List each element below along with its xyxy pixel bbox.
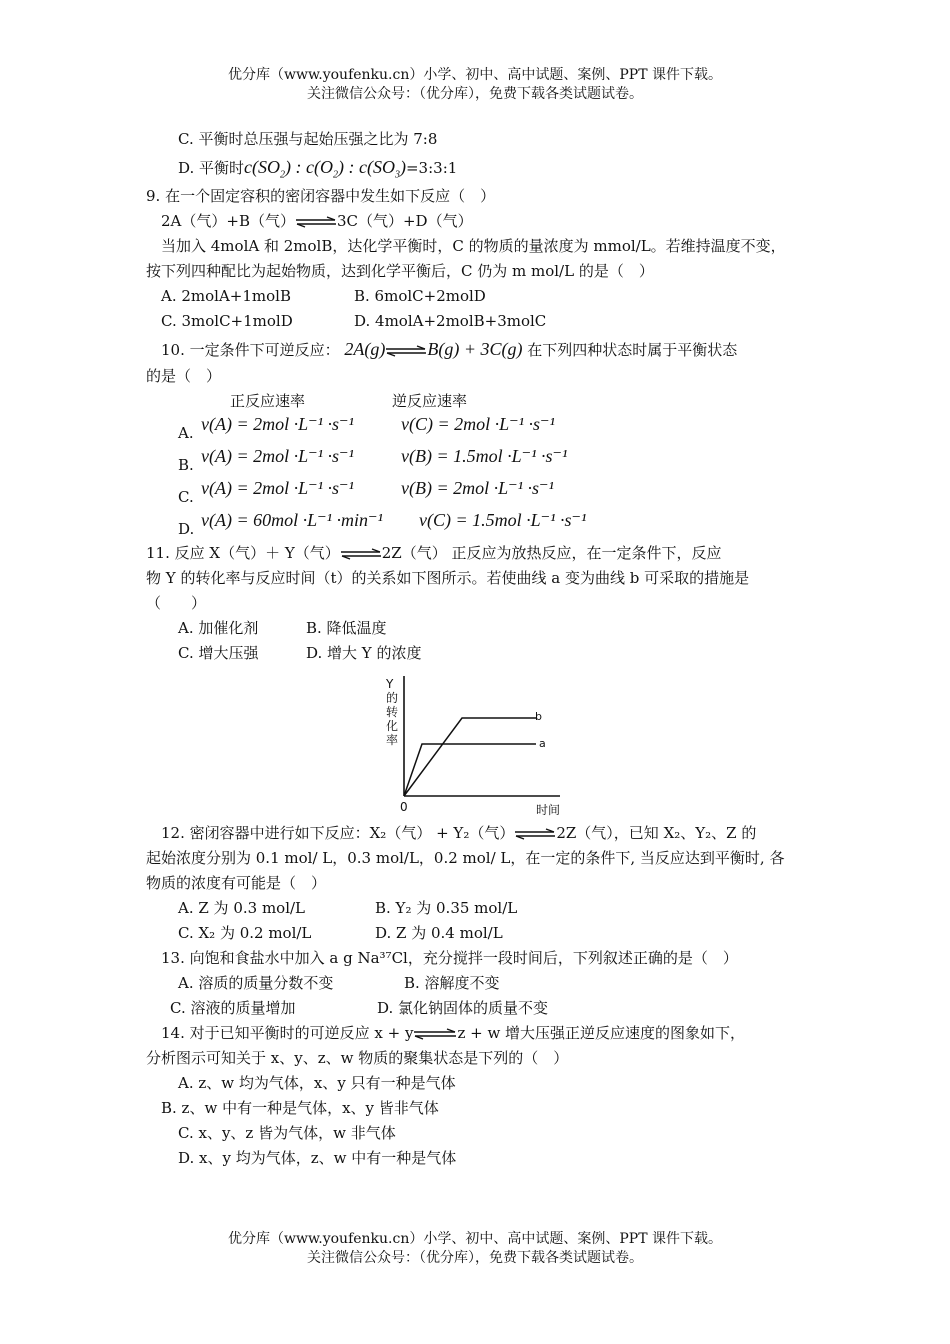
q12-option-a: A. Z 为 0.3 mol/L xyxy=(178,899,306,917)
equilibrium-arrow-icon xyxy=(413,1028,457,1040)
q10-option-a-reverse: v(C) = 2mol ·L⁻¹ ·s⁻¹ xyxy=(401,414,555,434)
q10-col-reverse: 逆反应速率 xyxy=(392,392,468,410)
q10-option-a-forward: v(A) = 2mol ·L⁻¹ ·s⁻¹ xyxy=(201,414,354,434)
graph-ylabel-5: 率 xyxy=(386,733,399,747)
q9-line1: 当加入 4molA 和 2molB，达化学平衡时，C 的物质的量浓度为 mmol/L。若维持温度不变， xyxy=(161,237,786,255)
footer-line2: 关注微信公众号：（优分库），免费下载各类试题试卷。 xyxy=(307,1250,643,1266)
q10-option-d-forward: v(A) = 60mol ·L⁻¹ ·min⁻¹ xyxy=(201,510,383,530)
header-line1: 优分库（www.youfenku.cn）小学、初中、高中试题、案例、PPT 课件下载。 xyxy=(227,67,722,83)
q14-option-b: B. z、w 中有一种是气体，x、y 皆非气体 xyxy=(161,1099,439,1117)
q13-stem: 13. 向饱和食盐水中加入 a g Na³⁷Cl，充分搅拌一段时间后，下列叙述正确的是（ ） xyxy=(161,949,738,967)
q12-line2: 起始浓度分别为 0.1 mol/ L，0.3 mol/L，0.2 mol/ L，在一定的条件下, 当反应达到平衡时, 各 xyxy=(146,849,785,867)
q8-option-d xyxy=(178,156,457,187)
q10-stem-a: 10. 一定条件下可逆反应： xyxy=(161,341,340,359)
q8-d-prefix: D. 平衡时 xyxy=(178,159,245,177)
q14-option-c: C. x、y、z 皆为气体，w 非气体 xyxy=(178,1124,396,1142)
q13-option-d: D. 氯化钠固体的质量不变 xyxy=(377,999,549,1017)
q8-ratio-formula: $c(SO_2)$ : $c(O_2)$ : $c(SO_3)$ xyxy=(244,157,406,181)
q8-d-ratio: =3:3:1 xyxy=(405,159,458,177)
graph-xlabel: 时间 xyxy=(536,803,561,817)
q9-eq-right: 3C（气）+D（气） xyxy=(336,212,473,230)
q12-stem-a: 12. 密闭容器中进行如下反应：X₂（气） + Y₂（气） xyxy=(161,824,515,842)
q14-stem-a: 14. 对于已知平衡时的可逆反应 x + y xyxy=(161,1024,414,1042)
q10-eq-right: B(g) + 3C(g) xyxy=(427,339,523,359)
q10-option-b-reverse: v(B) = 1.5mol ·L⁻¹ ·s⁻¹ xyxy=(401,446,568,466)
q14-line2: 分析图示可知关于 x、y、z、w 物质的聚集状态是下列的（ ） xyxy=(146,1049,569,1067)
q11-option-a: A. 加催化剂 xyxy=(178,619,259,637)
q10-option-d-reverse: v(C) = 1.5mol ·L⁻¹ ·s⁻¹ xyxy=(419,510,587,530)
q10-stem-b: 在下列四种状态时属于平衡状态 xyxy=(527,341,738,359)
q11-line3: （ ） xyxy=(146,594,207,612)
q11-stem xyxy=(146,542,722,564)
q11-option-b: B. 降低温度 xyxy=(306,619,387,637)
graph-origin: 0 xyxy=(400,800,408,814)
page-header xyxy=(0,66,950,104)
q11-option-d: D. 增大 Y 的浓度 xyxy=(306,644,422,662)
q11-option-c: C. 增大压强 xyxy=(178,644,259,662)
q9-line2: 按下列四种配比为起始物质，达到化学平衡后，C 仍为 m mol/L 的是（ ） xyxy=(146,262,654,280)
q9-option-d: D. 4molA+2molB+3molC xyxy=(354,312,547,330)
curve-b xyxy=(404,718,536,796)
q14-stem-b: z + w 增大压强正逆反应速度的图象如下， xyxy=(457,1024,746,1042)
q10-option-c-letter: C. xyxy=(178,488,194,506)
conversion-time-graph xyxy=(380,676,580,818)
q14-option-d: D. x、y 均为气体，z、w 中有一种是气体 xyxy=(178,1149,457,1167)
q10-option-a-letter: A. xyxy=(178,424,194,442)
q10-stem-c: 的是（ ） xyxy=(146,367,222,385)
graph-ylabel-2: 的 xyxy=(386,691,399,705)
q14-option-a: A. z、w 均为气体，x、y 只有一种是气体 xyxy=(178,1074,456,1092)
equilibrium-arrow-icon xyxy=(514,828,556,840)
graph-ylabel-3: 转 xyxy=(386,705,399,719)
page-footer xyxy=(0,1230,950,1268)
q13-option-a: A. 溶质的质量分数不变 xyxy=(178,974,334,992)
q12-stem xyxy=(161,822,756,844)
q11-stem-b: 2Z（气） 正反应为放热反应，在一定条件下，反应 xyxy=(381,544,722,562)
q10-option-b-letter: B. xyxy=(178,456,194,474)
q9-stem: 9. 在一个固定容积的密闭容器中发生如下反应（ ） xyxy=(146,187,496,205)
curve-label-a: a xyxy=(539,737,546,750)
q10-col-forward: 正反应速率 xyxy=(230,392,306,410)
q10-eq-left: 2A(g) xyxy=(344,339,386,359)
q9-option-b: B. 6molC+2molD xyxy=(354,287,486,305)
q9-option-a: A. 2molA+1molB xyxy=(161,287,291,305)
equilibrium-arrow-icon xyxy=(295,216,337,228)
graph-ylabel-1: Y xyxy=(386,677,394,691)
q10-stem xyxy=(161,338,737,361)
q9-equation xyxy=(161,210,473,232)
q10-option-c-forward: v(A) = 2mol ·L⁻¹ ·s⁻¹ xyxy=(201,478,354,498)
q12-stem-b: 2Z（气），已知 X₂、Y₂、Z 的 xyxy=(556,824,757,842)
equilibrium-arrow-icon xyxy=(385,345,427,357)
q14-stem xyxy=(161,1022,745,1044)
q13-option-c: C. 溶液的质量增加 xyxy=(170,999,296,1017)
curve-label-b: b xyxy=(535,710,542,723)
footer-line1: 优分库（www.youfenku.cn）小学、初中、高中试题、案例、PPT 课件下载。 xyxy=(227,1231,722,1247)
q9-option-c: C. 3molC+1molD xyxy=(161,312,293,330)
q10-option-c-reverse: v(B) = 2mol ·L⁻¹ ·s⁻¹ xyxy=(401,478,554,498)
q10-option-d-letter: D. xyxy=(178,520,195,538)
q12-option-c: C. X₂ 为 0.2 mol/L xyxy=(178,924,312,942)
q12-option-d: D. Z 为 0.4 mol/L xyxy=(375,924,503,942)
q13-option-b: B. 溶解度不变 xyxy=(404,974,500,992)
q12-line3: 物质的浓度有可能是（ ） xyxy=(146,874,327,892)
graph-ylabel-4: 化 xyxy=(386,719,399,733)
q8-option-c: C. 平衡时总压强与起始压强之比为 7:8 xyxy=(178,130,438,148)
q10-option-b-forward: v(A) = 2mol ·L⁻¹ ·s⁻¹ xyxy=(201,446,354,466)
q12-option-b: B. Y₂ 为 0.35 mol/L xyxy=(375,899,518,917)
header-line2: 关注微信公众号：（优分库），免费下载各类试题试卷。 xyxy=(307,86,643,102)
equilibrium-arrow-icon xyxy=(340,548,382,560)
q11-stem-a: 11. 反应 X（气）＋ Y（气） xyxy=(146,544,340,562)
q9-eq-left: 2A（气）+B（气） xyxy=(161,212,295,230)
q11-line2: 物 Y 的转化率与反应时间（t）的关系如下图所示。若使曲线 a 变为曲线 b 可采取的措施是 xyxy=(146,569,750,587)
